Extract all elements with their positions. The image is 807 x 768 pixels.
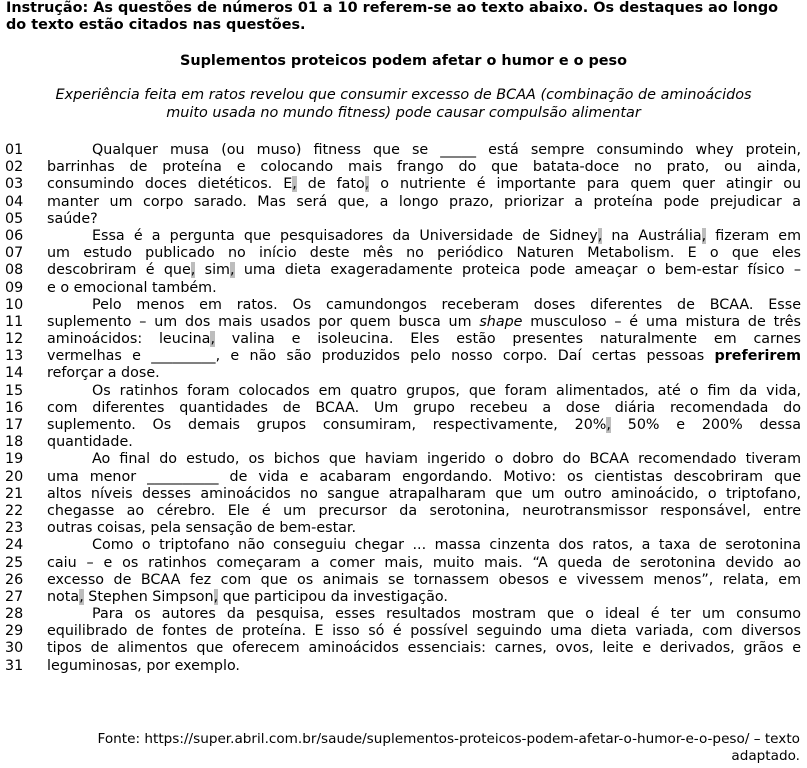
text-line [0, 331, 807, 348]
text-segment: consumindo doces dietéticos. E [47, 176, 293, 193]
text-line [0, 469, 807, 486]
line-number: 15 [5, 382, 24, 399]
line-text [47, 555, 801, 572]
line-number: 05 [5, 210, 24, 227]
text-segment: outras coisas, pela sensação de bem-estar. [47, 520, 357, 537]
text-segment: barrinhas de proteína e colocando mais frango do que batata-doce no prato, ou ainda, [47, 159, 801, 176]
text-line [0, 400, 807, 417]
text-segment: Pelo menos em ratos. Os camundongos receberam doses diferentes de BCAA. Esse [92, 296, 801, 313]
line-number: 08 [5, 262, 24, 279]
text-segment: Como o triptofano não conseguiu chegar ... massa cinzenta dos ratos, a taxa de serotonina [92, 537, 801, 554]
text-segment: chegasse ao cérebro. Ele é um precursor da serotonina, neurotransmissor responsável, entre [47, 502, 801, 519]
source-citation [40, 731, 800, 765]
line-number: 01 [5, 142, 24, 158]
line-number: 19 [5, 451, 24, 468]
instruction: Instrução: As questões de números 01 a 10 referem-se ao texto abaixo. Os destaques ao longo do texto estão citados nas questões. [6, 0, 779, 33]
line-text [47, 400, 801, 417]
text-segment: uma dieta exageradamente proteica pode ameaçar o bem-estar físico – [234, 262, 801, 279]
text-line [0, 537, 807, 554]
text-line [0, 280, 807, 297]
text-line [0, 228, 807, 245]
line-text [47, 262, 801, 279]
line-number: 22 [5, 502, 24, 519]
line-text [47, 365, 801, 382]
text-line [0, 365, 807, 382]
text-segment: quantidade. [47, 434, 133, 451]
line-text [47, 194, 801, 211]
text-segment: Stephen Simpson [83, 588, 214, 605]
line-text [47, 331, 801, 348]
highlighted-comma: , [213, 588, 219, 605]
line-number: 20 [5, 468, 24, 485]
line-text [47, 417, 801, 434]
line-number: 24 [5, 537, 24, 554]
text-line [0, 658, 807, 675]
text-segment: valina e isoleucina. Eles estão presentes naturalmente em carnes [215, 331, 801, 348]
text-segment: aminoácidos: leucina [47, 331, 211, 348]
text-segment: uma menor __________ de vida e acabaram engordando. Motivo: os cientistas descobriram que [47, 468, 801, 485]
text-line [0, 520, 807, 537]
line-number: 29 [5, 623, 24, 640]
text-segment: na Austrália [602, 227, 702, 244]
line-number: 10 [5, 296, 24, 313]
italic-word: shape [479, 313, 523, 330]
highlighted-comma: , [79, 588, 84, 605]
article-title: Suplementos proteicos podem afetar o humor e o peso [179, 53, 628, 69]
line-text [47, 383, 801, 400]
text-segment: 50% e 200% dessa [610, 417, 802, 433]
line-number: 17 [5, 417, 24, 433]
highlighted-comma: , [292, 176, 297, 193]
highlighted-comma: , [190, 262, 196, 279]
text-segment: saúde? [47, 210, 98, 227]
highlighted-comma: , [364, 176, 370, 193]
line-number: 21 [5, 485, 24, 502]
text-line [0, 486, 807, 503]
text-line [0, 348, 807, 365]
highlighted-comma: , [229, 262, 235, 279]
text-line [0, 606, 807, 623]
line-number: 14 [5, 365, 24, 382]
line-number: 18 [5, 434, 24, 451]
text-segment: altos níveis desses aminoácidos no sangue atrapalharam que um outro aminoácido, o triptofano, [47, 485, 801, 502]
line-number: 04 [5, 193, 24, 210]
highlighted-comma: , [606, 417, 611, 433]
line-text [47, 348, 801, 365]
line-text [47, 434, 801, 451]
line-text [47, 572, 801, 589]
source-line-2: adaptado. [731, 748, 800, 764]
text-segment: leguminosas, por exemplo. [47, 657, 240, 674]
text-segment: reforçar a dose. [47, 365, 160, 382]
subtitle-line-1: Experiência feita em ratos revelou que consumir excesso de BCAA (combinação de aminoácidos [55, 87, 752, 103]
line-text [47, 314, 801, 331]
text-line [0, 176, 807, 193]
line-text [47, 520, 801, 537]
article-body [0, 142, 807, 675]
line-number: 27 [5, 588, 24, 605]
text-line [0, 451, 807, 468]
line-text [47, 503, 801, 520]
text-segment: manter um corpo sarado. Mas será que, a longo prazo, priorizar a proteína pode prejudicar a [47, 193, 801, 210]
text-line [0, 262, 807, 279]
text-line [0, 159, 807, 176]
text-segment: tipos de alimentos que oferecem aminoácidos essenciais: carnes, ovos, leite e derivados, grãos e [47, 640, 801, 657]
text-segment: vermelhas e _________, e não são produzidos pelo nosso corpo. Daí certas pessoas [47, 348, 715, 365]
text-segment: Os ratinhos foram colocados em quatro grupos, que foram alimentados, até o fim da vida, [92, 382, 801, 399]
line-text [47, 606, 801, 623]
line-number: 30 [5, 640, 24, 657]
line-number: 12 [5, 331, 24, 348]
line-text [47, 640, 801, 657]
text-line [0, 503, 807, 520]
text-line [0, 572, 807, 589]
line-text [47, 658, 801, 675]
text-line [0, 640, 807, 657]
line-text [47, 623, 801, 640]
text-segment: caiu – e os ratinhos começaram a comer mais, muito mais. “A queda de serotonina devido ao [47, 554, 801, 571]
text-segment: o nutriente é importante para quem quer atingir ou [369, 176, 802, 193]
text-line [0, 589, 807, 606]
line-text [47, 486, 801, 503]
text-segment: suplemento – um dos mais usados por quem busca um [47, 313, 480, 330]
text-line [0, 383, 807, 400]
text-segment: excesso de BCAA fez com que os animais se tornassem obesos e vivessem menos”, relata, em [47, 571, 801, 588]
text-line [0, 623, 807, 640]
text-segment: suplemento. Os demais grupos consumiram, respectivamente, 20% [47, 417, 607, 433]
text-segment: nota [47, 588, 80, 605]
text-segment: que participou da investigação. [218, 588, 448, 605]
text-segment: e o emocional também. [47, 279, 217, 296]
text-segment: Ao final do estudo, os bichos que haviam ingerido o dobro do BCAA recomendado tiveram [92, 451, 801, 468]
line-number: 16 [5, 399, 24, 416]
line-number: 09 [5, 279, 24, 296]
line-text [47, 297, 801, 314]
line-number: 06 [5, 227, 24, 244]
text-line [0, 211, 807, 228]
text-line [0, 434, 807, 451]
text-segment: Qualquer musa (ou muso) fitness que se _____ está sempre consumindo whey protein, [92, 142, 801, 158]
line-number: 23 [5, 520, 24, 537]
line-number: 07 [5, 245, 24, 262]
line-number: 25 [5, 554, 24, 571]
line-number: 26 [5, 571, 24, 588]
line-text [47, 228, 801, 245]
text-segment: um estudo publicado no início deste mês no periódico Naturen Metabolism. E o que eles [47, 245, 801, 262]
text-line [0, 297, 807, 314]
text-segment: fizeram em [706, 227, 801, 244]
line-number: 13 [5, 348, 24, 365]
text-segment: equilibrado de fontes de proteína. E isso só é possível seguindo uma dieta variada, com diversos [47, 623, 801, 640]
line-text [47, 280, 801, 297]
source-line-1: Fonte: https://super.abril.com.br/saude/suplementos-proteicos-podem-afetar-o-humor-e-o-peso/ – texto [97, 731, 800, 747]
line-number: 03 [5, 176, 24, 193]
line-text [47, 469, 801, 486]
line-text [47, 245, 801, 262]
highlighted-comma: , [210, 331, 215, 348]
highlighted-comma: , [701, 227, 707, 244]
line-text [47, 537, 801, 554]
text-line [0, 245, 807, 262]
line-text [47, 589, 801, 606]
line-number: 28 [5, 606, 24, 623]
text-line [0, 417, 807, 434]
text-segment: com diferentes quantidades de BCAA. Um grupo recebeu a dose diária recomendada do [47, 399, 801, 416]
line-text [47, 176, 801, 193]
line-number: 02 [5, 159, 24, 176]
text-segment: descobriram é que [47, 262, 191, 279]
line-text [47, 451, 801, 468]
text-line [0, 555, 807, 572]
line-number: 31 [5, 657, 24, 674]
text-segment: de fato [296, 176, 365, 193]
text-segment: musculoso – é uma mistura de três [522, 313, 802, 330]
article-subtitle [0, 86, 807, 122]
text-line [0, 194, 807, 211]
line-text [47, 142, 801, 159]
bold-word: preferirem [714, 348, 801, 365]
text-segment: Essa é a pergunta que pesquisadores da Universidade de Sidney [92, 227, 598, 244]
text-segment: sim [195, 262, 230, 279]
line-text [47, 159, 801, 176]
line-text [47, 211, 801, 228]
highlighted-comma: , [597, 227, 603, 244]
text-line [0, 314, 807, 331]
text-segment: Para os autores da pesquisa, esses resultados mostram que o ideal é ter um consumo [92, 606, 801, 623]
text-line [0, 142, 807, 159]
line-number: 11 [5, 313, 24, 330]
subtitle-line-2: muito usada no mundo fitness) pode causar compulsão alimentar [166, 105, 641, 121]
